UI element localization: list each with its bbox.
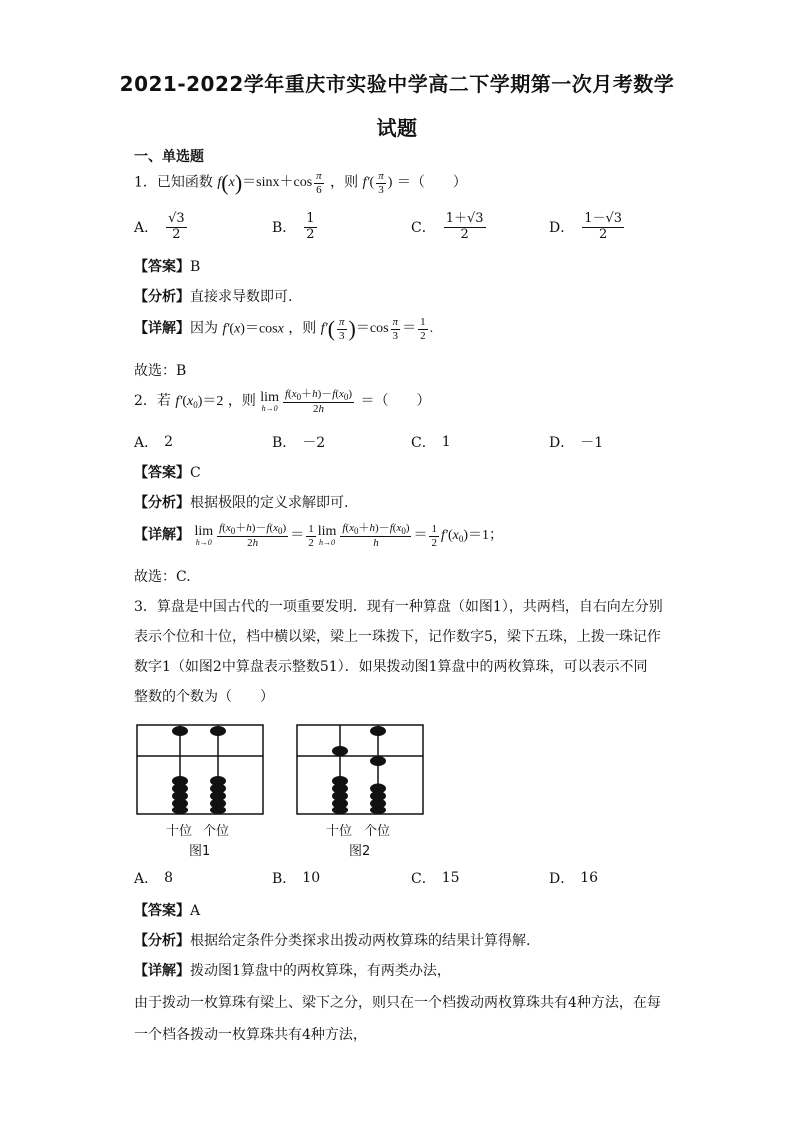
q3-analysis: 【分析】根据给定条件分类探求出拨动两枚算珠的结果计算得解. [134, 933, 531, 949]
figure1-caption: 图1 [189, 844, 211, 859]
q2-stem: 2．若 $f'(x_0)=2$ ，则 lim h→0 $\frac{f(x_0+h)-f(x_0)}{2h}$ ＝（ ） [134, 388, 431, 416]
abacus-figure-1 [136, 724, 266, 816]
q1-detail-result: f′( $\frac{\pi}{3}$ )＝cos $\frac{\pi}{3}$ ＝ $\frac{1}{2}$ . [320, 316, 434, 342]
figure2-label-ones: 个位 [364, 824, 391, 839]
figure2-label-tens: 十位 [326, 824, 353, 839]
section-heading: 一、单选题 [134, 149, 204, 165]
q3-body-line-1: 由于拨动一枚算珠有梁上、梁下之分，则只在一个档拨动两枚算珠共有4种方法，在每 [134, 995, 661, 1011]
q3-answer: 【答案】A [134, 903, 201, 919]
q2-condition: $f'(x_0)=2$ [175, 394, 224, 411]
q3-option-a: A． 8 [134, 870, 174, 887]
page-title: 2021-2022学年重庆市实验中学高二下学期第一次月考数学 [119, 72, 675, 96]
q3-option-b: B． 10 [272, 870, 321, 887]
q1-detail-derivative: f′(x)＝cosx [222, 321, 284, 337]
q2-option-b: B． －2 [272, 435, 326, 451]
figure1-label-ones: 个位 [203, 824, 230, 839]
q1-derivative-expr: f′( $\frac{\pi}{3}$ ) [362, 170, 393, 196]
figure2-caption: 图2 [349, 844, 371, 859]
q3-stem-line-1: 3．算盘是中国古代的一项重要发明．现有一种算盘（如图1），共两档，自右向左分别 [134, 599, 663, 615]
q1-stem-mid: ，则 [330, 174, 359, 191]
q2-option-a: A． 2 [134, 434, 174, 451]
q1-option-b: B． $\frac{1}{2}$ [272, 211, 315, 242]
q3-stem-line-3: 数字1（如图2中算盘表示整数51）．如果拨动图1算盘中的两枚算珠，可以表示不同 [134, 659, 648, 675]
abacus-figure-2 [296, 724, 426, 816]
q3-body-line-2: 一个档各拨动一枚算珠共有4种方法， [134, 1027, 367, 1043]
q1-function-formula: f(x)＝sinx＋cos $\frac{\pi}{6}$ [217, 170, 322, 196]
q2-option-d: D． －1 [549, 435, 604, 451]
q1-detail: 【详解】因为 f′(x)＝cosx ，则 f′( $\frac{\pi}{3}$ )＝cos $\frac{\pi}{3}$ ＝ $\frac{1}{2}$ . [134, 316, 434, 342]
q1-stem-end: ＝（ ） [396, 174, 467, 191]
detail-tag: 【详解】 [134, 320, 190, 337]
analysis-tag: 【分析】 [134, 289, 190, 305]
q1-option-c: C． $\frac{1+√3}{2}$ [411, 211, 484, 242]
q2-conclusion: 故选：C. [134, 569, 191, 585]
figure1-label-tens: 十位 [166, 824, 193, 839]
q3-stem-line-4: 整数的个数为（ ） [134, 689, 274, 705]
q1-stem [134, 170, 467, 196]
q1-option-d: D． $\frac{1-√3}{2}$ [549, 211, 623, 242]
q3-option-c: C． 15 [411, 870, 460, 887]
q1-stem-prefix: 1．已知函数 [134, 174, 213, 191]
q1-option-a: A． $\frac{√3}{2}$ [134, 211, 185, 242]
q2-option-c: C． 1 [411, 434, 451, 451]
q3-detail: 【详解】拨动图1算盘中的两枚算珠，有两类办法， [134, 963, 451, 979]
q2-detail: 【详解】 lim h→0 $\frac{f(x_0+h)-f(x_0)}{2h}$ ＝ $\frac{1}{2}$ lim h→0 $\frac{f(x_0+h)-f(x_0)}{h}$ ＝ $\frac{1}{2}$ $f'(x_0)=1$； [134, 522, 503, 550]
q2-detail-formula: lim h→0 $\frac{f(x_0+h)-f(x_0)}{2h}$ ＝ $\frac{1}{2}$ lim h→0 $\frac{f(x_0+h)-f(x_0)}{h}$ ＝ $\frac{1}{2}$ $f'(x_0)=1$； [194, 522, 503, 550]
q1-answer: 【答案】B [134, 259, 201, 275]
q1-conclusion: 故选：B [134, 363, 187, 379]
q1-analysis: 【分析】直接求导数即可. [134, 289, 293, 305]
q2-limit-expr: lim h→0 $\frac{f(x_0+h)-f(x_0)}{2h}$ [260, 388, 353, 416]
q3-stem-line-2: 表示个位和十位，档中横以梁，梁上一珠拨下，记作数字5，梁下五珠，上拨一珠记作 [134, 629, 661, 645]
q2-answer: 【答案】C [134, 465, 201, 481]
answer-tag: 【答案】 [134, 259, 190, 275]
q3-option-d: D． 16 [549, 870, 599, 887]
q2-analysis: 【分析】根据极限的定义求解即可. [134, 495, 349, 511]
page-title-line2: 试题 [376, 116, 418, 140]
